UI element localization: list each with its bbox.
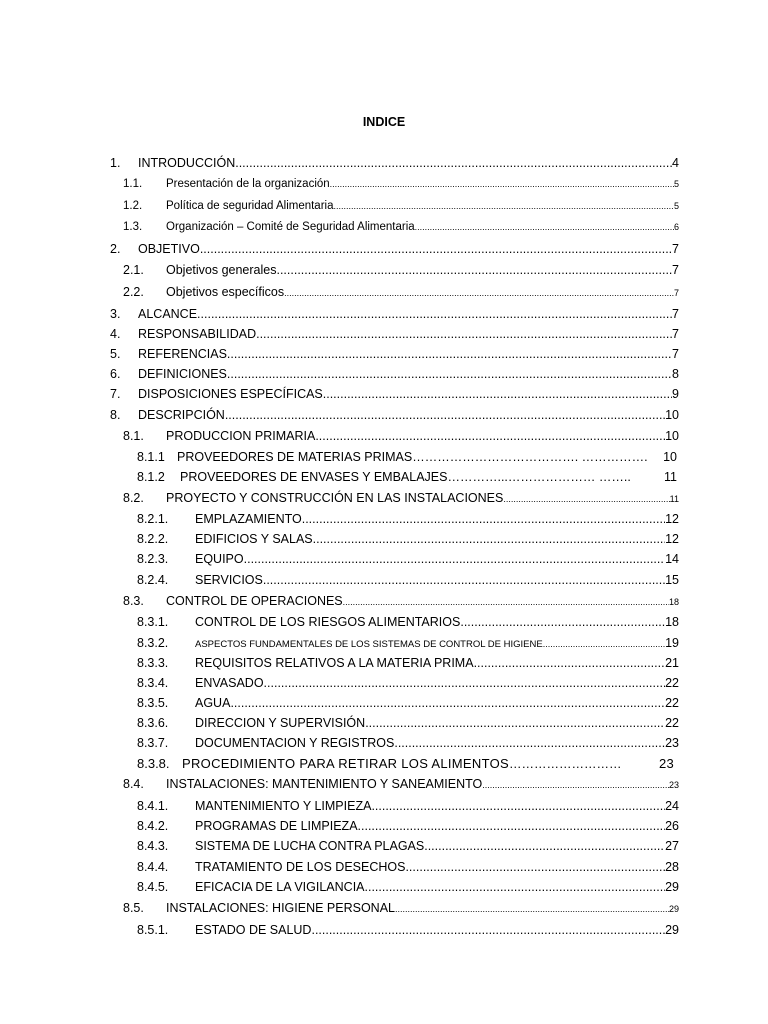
toc-entry-page: 23 — [658, 756, 674, 771]
leader-dots — [415, 222, 674, 232]
leader-dots — [371, 799, 665, 813]
toc-entry-number: 8.4.1. — [137, 799, 169, 813]
leader-dots — [315, 429, 665, 443]
leader-dots — [395, 904, 669, 914]
toc-entry-page: 27 — [665, 839, 679, 853]
toc-entry-label: ALCANCE — [138, 307, 198, 321]
toc-entry[interactable] — [0, 367, 768, 385]
toc-entry-label: PROVEEDORES DE MATERIAS PRIMAS — [177, 450, 413, 464]
toc-entry[interactable] — [0, 512, 768, 530]
toc-entry[interactable] — [0, 470, 768, 488]
toc-entry[interactable] — [0, 636, 768, 654]
leader-dots — [405, 860, 665, 874]
toc-entry[interactable] — [0, 615, 768, 633]
toc-entry-label: DISPOSICIONES ESPECÍFICAS — [138, 387, 323, 401]
toc-entry-label: CONTROL DE OPERACIONES — [166, 594, 343, 608]
toc-entry[interactable] — [0, 387, 768, 405]
toc-entry-page: 22 — [665, 676, 679, 690]
leader-dots — [358, 819, 666, 833]
toc-entry-label: TRATAMIENTO DE LOS DESECHOS — [195, 860, 406, 874]
toc-entry-label: PROCEDIMIENTO PARA RETIRAR LOS ALIMENTOS — [182, 756, 509, 771]
toc-entry-page: 21 — [665, 656, 679, 670]
toc-entry-page: 5 — [673, 201, 679, 211]
toc-entry[interactable] — [0, 799, 768, 817]
toc-entry-number: 1. — [110, 156, 121, 170]
toc-entry[interactable] — [0, 307, 768, 325]
toc-entry-page: 29 — [665, 880, 679, 894]
leader-dots — [365, 716, 665, 730]
toc-entry-number: 7. — [110, 387, 121, 401]
leader-dots — [330, 179, 674, 189]
leader-dots — [227, 367, 672, 381]
toc-entry[interactable] — [0, 156, 768, 174]
toc-entry-number: 1.1. — [123, 178, 143, 190]
toc-entry[interactable] — [0, 429, 768, 447]
toc-entry[interactable] — [0, 777, 768, 795]
leader-dots — [302, 512, 665, 526]
toc-entry-page: 4 — [672, 156, 679, 170]
leader-dots — [365, 880, 666, 894]
toc-entry-page: 11 — [664, 470, 677, 484]
toc-entry-label: REFERENCIAS — [138, 347, 227, 361]
leader-fill: …………...………………… …….. — [447, 470, 631, 484]
toc-entry-page: 10 — [665, 408, 679, 422]
toc-entry-number: 6. — [110, 367, 121, 381]
toc-entry[interactable] — [0, 242, 768, 260]
toc-entry[interactable] — [0, 901, 768, 919]
toc-entry-number: 2.1. — [123, 263, 144, 277]
toc-entry-number: 8.5. — [123, 901, 144, 915]
toc-entry-number: 8.1.2 — [137, 470, 165, 484]
toc-entry-label: PROVEEDORES DE ENVASES Y EMBALAJES — [180, 470, 448, 484]
toc-entry[interactable] — [0, 408, 768, 426]
toc-entry-label: REQUISITOS RELATIVOS A LA MATERIA PRIMA — [195, 656, 474, 670]
toc-entry-label: EFICACIA DE LA VIGILANCIA — [195, 880, 365, 894]
toc-entry-label: DIRECCION Y SUPERVISIÓN — [195, 716, 366, 730]
toc-entry-page: 7 — [672, 263, 679, 277]
toc-entry-label: Organización – Comité de Seguridad Alimentaria — [166, 221, 415, 233]
toc-entry-label: EMPLAZAMIENTO — [195, 512, 302, 526]
toc-entry[interactable] — [0, 491, 768, 509]
toc-entry-label: OBJETIVO — [138, 242, 200, 256]
toc-entry-page: 8 — [672, 367, 679, 381]
leader-dots — [264, 676, 666, 690]
toc-entry-page: 14 — [665, 552, 679, 566]
toc-entry-page: 12 — [665, 532, 679, 546]
toc-entry-label: PROYECTO Y CONSTRUCCIÓN EN LAS INSTALACIONES — [166, 491, 504, 505]
toc-entry-label: EDIFICIOS Y SALAS — [195, 532, 313, 546]
toc-entry[interactable] — [0, 450, 768, 468]
toc-entry[interactable] — [0, 819, 768, 837]
toc-entry-number: 8.3. — [123, 594, 144, 608]
toc-entry[interactable] — [0, 532, 768, 550]
toc-entry-page: 26 — [665, 819, 679, 833]
toc-entry[interactable] — [0, 736, 768, 754]
leader-dots — [276, 263, 672, 277]
toc-entry[interactable] — [0, 594, 768, 612]
leader-dots — [313, 532, 665, 546]
toc-entry-number: 4. — [110, 327, 121, 341]
toc-entry-number: 8.4.2. — [137, 819, 169, 833]
toc-entry[interactable] — [0, 676, 768, 694]
toc-entry-page: 18 — [668, 597, 679, 607]
leader-dots — [197, 307, 672, 321]
leader-dots — [244, 552, 665, 566]
toc-entry-label: INTRODUCCIÓN — [138, 156, 236, 170]
toc-entry-number: 8.2.2. — [137, 532, 169, 546]
toc-entry-page: 22 — [665, 696, 679, 710]
toc-entry-page: 10 — [663, 450, 677, 464]
toc-entry-page: 6 — [673, 222, 679, 232]
leader-dots — [482, 780, 669, 790]
toc-entry-number: 8.3.2. — [137, 636, 169, 650]
toc-entry-number: 8.2.3. — [137, 552, 169, 566]
toc-entry-page: 29 — [665, 923, 679, 937]
toc-entry[interactable] — [0, 839, 768, 857]
leader-fill: …………………………………. ……………. — [412, 450, 648, 464]
toc-entry[interactable] — [0, 573, 768, 591]
toc-entry-page: 5 — [673, 179, 679, 189]
toc-entry-number: 1.3. — [123, 221, 143, 233]
leader-dots — [323, 387, 672, 401]
toc-entry[interactable] — [0, 656, 768, 674]
toc-entry-page: 7 — [672, 242, 679, 256]
toc-entry-page: 24 — [665, 799, 679, 813]
toc-entry-number: 8.3.4. — [137, 676, 169, 690]
toc-entry[interactable] — [0, 880, 768, 898]
toc-entry[interactable] — [0, 923, 768, 941]
leader-dots — [235, 156, 672, 170]
toc-entry-number: 8.3.5. — [137, 696, 169, 710]
leader-dots — [334, 201, 674, 211]
toc-entry-number: 8.4.4. — [137, 860, 169, 874]
toc-entry-label: INSTALACIONES: HIGIENE PERSONAL — [166, 901, 395, 915]
toc-entry-page: 15 — [665, 573, 679, 587]
toc-entry-number: 5. — [110, 347, 121, 361]
toc-entry[interactable] — [0, 716, 768, 734]
toc-entry-label: SERVICIOS — [195, 573, 263, 587]
leader-dots — [394, 736, 665, 750]
toc-entry-number: 8.3.1. — [137, 615, 169, 629]
page-title: INDICE — [362, 115, 406, 129]
toc-entry-label: DEFINICIONES — [138, 367, 227, 381]
toc-entry-number: 8.3.6. — [137, 716, 169, 730]
toc-entry-number: 2. — [110, 242, 121, 256]
toc-entry-number: 8.5.1. — [137, 923, 169, 937]
toc-entry-label: DESCRIPCIÓN — [138, 408, 225, 422]
toc-entry[interactable] — [0, 327, 768, 345]
toc-entry-label: AGUA — [195, 696, 231, 710]
toc-entry-page: 23 — [668, 780, 679, 790]
toc-entry-number: 8.1. — [123, 429, 144, 443]
toc-entry-label: Presentación de la organización — [166, 178, 330, 190]
toc-entry-page: 7 — [672, 347, 679, 361]
toc-entry-page: 7 — [672, 327, 679, 341]
toc-entry-label: MANTENIMIENTO Y LIMPIEZA — [195, 799, 372, 813]
toc-entry-number: 8.3.8. — [137, 756, 170, 771]
leader-dots — [474, 656, 666, 670]
leader-dots — [343, 597, 669, 607]
toc-entry[interactable] — [0, 696, 768, 714]
leader-dots — [543, 639, 665, 649]
toc-entry-number: 3. — [110, 307, 121, 321]
toc-entry-label: ENVASADO — [195, 676, 264, 690]
toc-entry-label: ASPECTOS FUNDAMENTALES DE LOS SISTEMAS DE CONTROL DE HIGIENE — [195, 639, 543, 650]
toc-entry-number: 1.2. — [123, 200, 143, 212]
toc-entry-label: SISTEMA DE LUCHA CONTRA PLAGAS — [195, 839, 425, 853]
toc-entry-page: 12 — [665, 512, 679, 526]
toc-entry-page: 23 — [665, 736, 679, 750]
toc-entry-number: 8.1.1 — [137, 450, 165, 464]
toc-entry-number: 2.2. — [123, 285, 144, 299]
toc-entry[interactable] — [0, 756, 768, 774]
toc-entry-label: RESPONSABILIDAD — [138, 327, 257, 341]
toc-entry-number: 8.4. — [123, 777, 144, 791]
toc-entry-page: 11 — [669, 494, 679, 504]
toc-entry[interactable] — [0, 178, 768, 196]
leader-fill: ……………………… — [508, 757, 622, 771]
leader-dots — [227, 347, 672, 361]
toc-entry-number: 8.3.3. — [137, 656, 169, 670]
toc-entry-label: Política de seguridad Alimentaria — [166, 200, 334, 212]
toc-entry-number: 8.4.5. — [137, 880, 169, 894]
toc-entry-page: 7 — [673, 288, 679, 298]
toc-entry-label: DOCUMENTACION Y REGISTROS — [195, 736, 395, 750]
toc-entry[interactable] — [0, 860, 768, 878]
leader-dots — [225, 408, 665, 422]
toc-entry[interactable] — [0, 263, 768, 281]
toc-entry-page: 7 — [672, 307, 679, 321]
leader-dots — [256, 327, 672, 341]
leader-dots — [230, 696, 665, 710]
toc-entry[interactable] — [0, 552, 768, 570]
toc-entry-page: 19 — [665, 636, 679, 650]
leader-dots — [263, 573, 665, 587]
leader-dots — [460, 615, 665, 629]
toc-entry-label: Objetivos generales — [166, 263, 277, 277]
toc-entry-number: 8.3.7. — [137, 736, 169, 750]
toc-entry[interactable] — [0, 285, 768, 303]
toc-entry-page: 18 — [665, 615, 679, 629]
toc-entry-page: 9 — [672, 387, 679, 401]
toc-entry[interactable] — [0, 347, 768, 365]
toc-entry-number: 8.2.1. — [137, 512, 169, 526]
toc-entry-page: 29 — [668, 904, 679, 914]
toc-entry-label: CONTROL DE LOS RIESGOS ALIMENTARIOS — [195, 615, 461, 629]
toc-entry-number: 8. — [110, 408, 121, 422]
toc-entry-number: 8.4.3. — [137, 839, 169, 853]
toc-entry-label: INSTALACIONES: MANTENIMIENTO Y SANEAMIENTO — [166, 777, 483, 791]
toc-entry[interactable] — [0, 200, 768, 218]
toc-entry-label: Objetivos específicos — [166, 285, 285, 299]
toc-entry-label: ESTADO DE SALUD — [195, 923, 312, 937]
toc-entry-number: 8.2.4. — [137, 573, 169, 587]
toc-entry-number: 8.2. — [123, 491, 144, 505]
toc-entry-label: EQUIPO — [195, 552, 244, 566]
leader-dots — [284, 288, 674, 298]
toc-entry-label: PRODUCCION PRIMARIA — [166, 429, 316, 443]
toc-entry[interactable] — [0, 221, 768, 239]
leader-dots — [200, 242, 672, 256]
toc-entry-label: PROGRAMAS DE LIMPIEZA — [195, 819, 358, 833]
toc-entry-page: 28 — [665, 860, 679, 874]
leader-dots — [503, 494, 669, 504]
leader-dots — [424, 839, 665, 853]
leader-dots — [311, 923, 665, 937]
toc-entry-page: 22 — [665, 716, 679, 730]
toc-entry-page: 10 — [665, 429, 679, 443]
